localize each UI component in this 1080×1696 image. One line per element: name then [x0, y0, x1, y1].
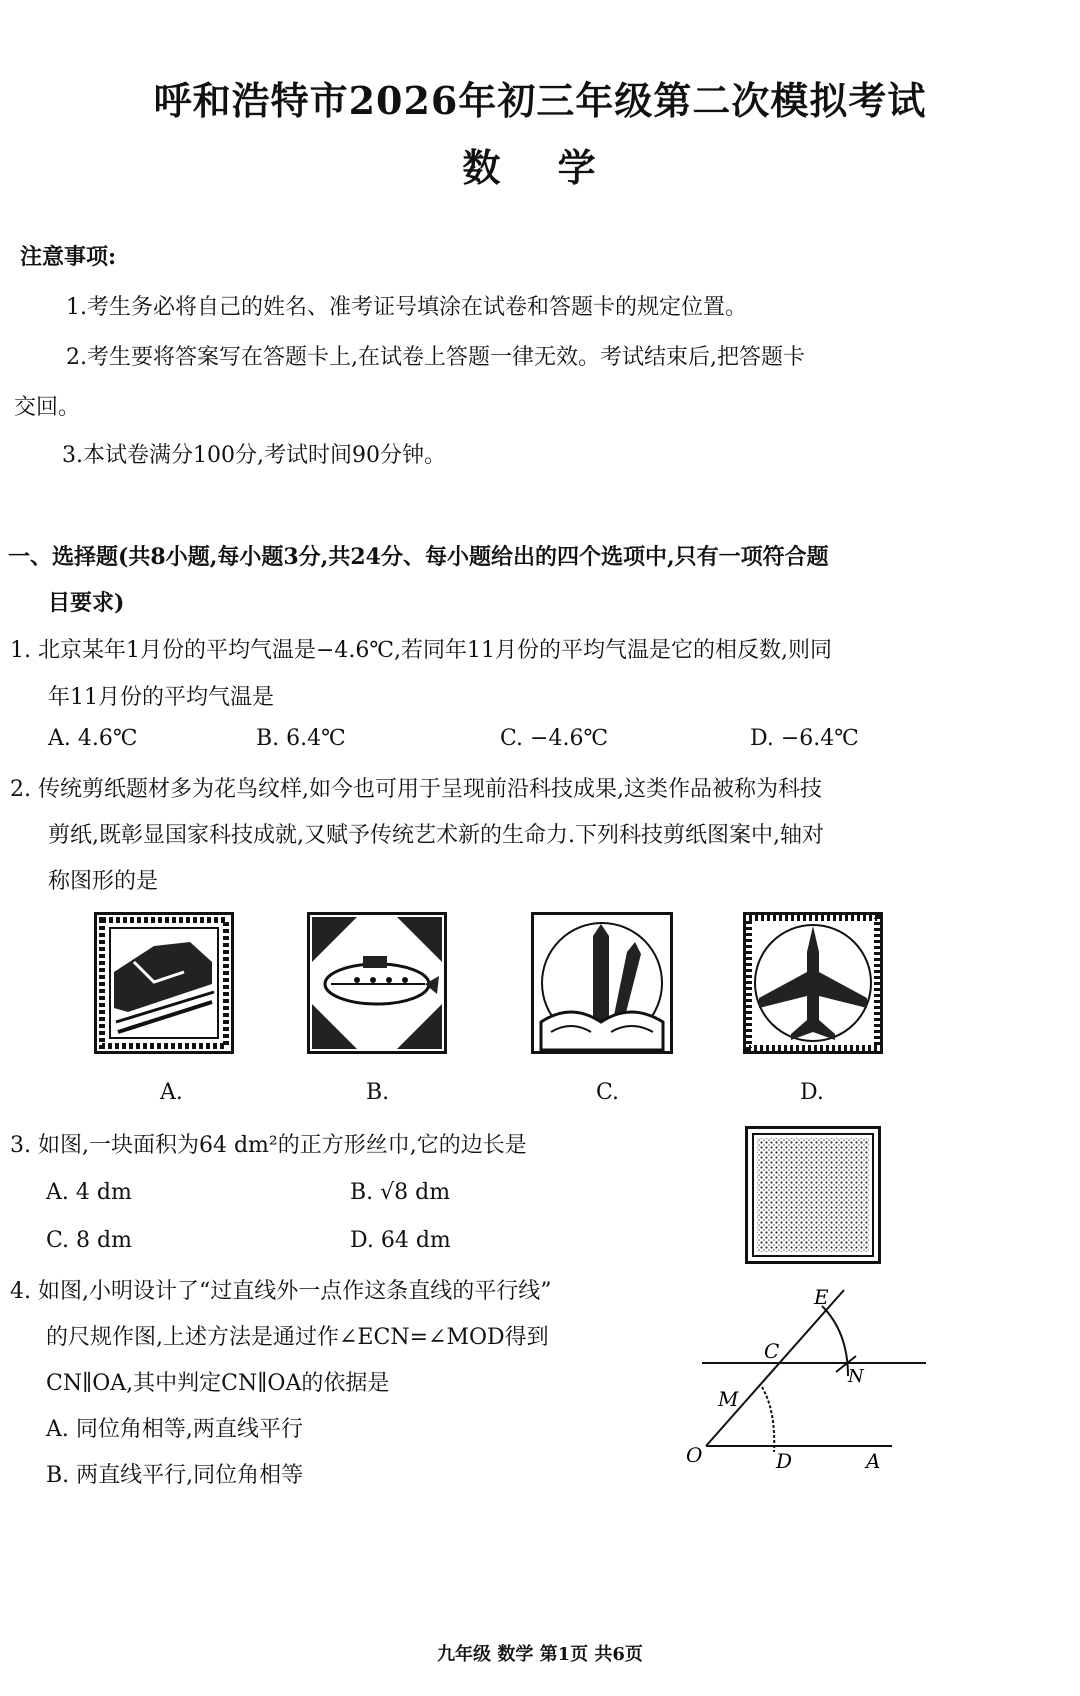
section-heading: 一、选择题(共8小题,每小题3分,共24分、每小题给出的四个选项中,只有一项符合题 [8, 544, 829, 570]
notice-item-2: 2.考生要将答案写在答题卡上,在试卷上答题一律无效。考试结束后,把答题卡 [66, 345, 805, 370]
papercut-rocket-image [531, 912, 673, 1054]
question-1-text-cont: 年11月份的平均气温是 [48, 685, 274, 710]
q1-option-c: C. −4.6℃ [500, 726, 609, 751]
section-heading-cont: 目要求) [48, 590, 125, 616]
silk-scarf-image [745, 1126, 881, 1264]
q4-option-a: A. 同位角相等,两直线平行 [46, 1417, 303, 1442]
q2-label-b: B. [366, 1080, 390, 1105]
question-3-text: 3. 如图,一块面积为64 dm²的正方形丝巾,它的边长是 [10, 1133, 527, 1158]
subject-title: 数 学 [462, 145, 618, 190]
q3-option-a: A. 4 dm [46, 1180, 132, 1205]
q1-option-d: D. −6.4℃ [750, 726, 859, 751]
q1-option-b: B. 6.4℃ [256, 726, 346, 751]
label-a: A [866, 1449, 881, 1473]
question-2-text-cont1: 剪纸,既彰显国家科技成就,又赋予传统艺术新的生命力.下列科技剪纸图案中,轴对 [48, 823, 824, 848]
question-4-text-cont1: 的尺规作图,上述方法是通过作∠ECN=∠MOD得到 [46, 1325, 549, 1350]
q4-option-b: B. 两直线平行,同位角相等 [46, 1463, 304, 1488]
notice-item-1: 1.考生务必将自己的姓名、准考证号填涂在试卷和答题卡的规定位置。 [66, 295, 747, 320]
q1-option-a: A. 4.6℃ [48, 726, 138, 751]
label-m: M [718, 1387, 739, 1411]
notice-item-3: 3.本试卷满分100分,考试时间90分钟。 [62, 443, 446, 468]
q3-option-c: C. 8 dm [46, 1228, 132, 1253]
q2-label-a: A. [160, 1080, 183, 1105]
q3-option-b: B. √8 dm [350, 1180, 451, 1205]
exam-title: 呼和浩特市2026年初三年级第二次模拟考试 [153, 78, 927, 123]
papercut-train-image [94, 912, 234, 1054]
label-c: C [764, 1339, 780, 1363]
q2-label-c: C. [596, 1080, 620, 1105]
label-d: D [776, 1449, 793, 1473]
question-4-text: 4. 如图,小明设计了“过直线外一点作这条直线的平行线” [10, 1279, 552, 1304]
arc-md [762, 1387, 774, 1452]
question-4-text-cont2: CN∥OA,其中判定CN∥OA的依据是 [46, 1371, 390, 1396]
label-o: O [686, 1443, 703, 1467]
papercut-jet-image [743, 912, 883, 1054]
label-e: E [814, 1285, 829, 1309]
label-n: N [848, 1366, 864, 1387]
notice-heading: 注意事项: [20, 244, 117, 270]
line-oe [706, 1290, 844, 1446]
notice-item-2-cont: 交回。 [14, 395, 81, 420]
papercut-submarine-image [307, 912, 447, 1054]
parallel-construction-diagram [680, 1276, 940, 1476]
question-2-text: 2. 传统剪纸题材多为花鸟纹样,如今也可用于呈现前沿科技成果,这类作品被称为科技 [10, 777, 822, 802]
page-footer: 九年级 数学 第1页 共6页 [437, 1644, 643, 1665]
question-2-text-cont2: 称图形的是 [48, 869, 159, 894]
q3-option-d: D. 64 dm [350, 1228, 451, 1253]
q2-label-d: D. [800, 1080, 824, 1105]
question-1-text: 1. 北京某年1月份的平均气温是−4.6℃,若同年11月份的平均气温是它的相反数,则同 [10, 638, 832, 663]
